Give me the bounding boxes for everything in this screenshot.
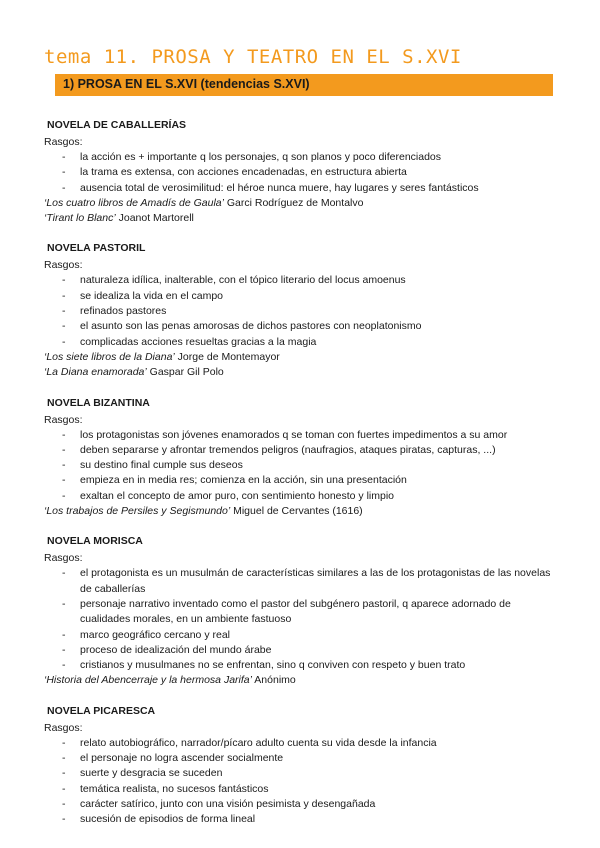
work-author: Jorge de Montemayor	[174, 350, 280, 363]
work-author: Gaspar Gil Polo	[146, 366, 224, 379]
work-reference	[44, 504, 556, 519]
novel-section	[44, 118, 556, 226]
trait-item: - relato autobiográfico, narrador/pícaro adulto cuenta su vida desde la infancia	[44, 736, 556, 751]
section-heading: NOVELA BIZANTINA	[47, 396, 150, 409]
work-title: ‘Los cuatro libros de Amadís de Gaula’	[44, 196, 224, 209]
work-author: Joanot Martorell	[115, 212, 194, 225]
work-reference	[44, 350, 556, 365]
trait-item: - la acción es + importante q los personajes, q son planos y poco diferenciados	[44, 150, 556, 165]
trait-item: - carácter satírico, junto con una visión pesimista y desengañada	[44, 797, 556, 812]
section-heading: NOVELA PICARESCA	[47, 704, 156, 717]
traits-label: Rasgos:	[44, 259, 83, 272]
work-title: ‘Los trabajos de Persiles y Segismundo’	[44, 505, 231, 518]
work-title: ‘Los siete libros de la Diana’	[44, 350, 175, 363]
work-title: ‘Historia del Abencerraje y la hermosa Jarifa’	[44, 674, 252, 687]
trait-item: - proceso de idealización del mundo árabe	[44, 643, 556, 658]
trait-item: - la trama es extensa, con acciones encadenadas, en estructura abierta	[44, 165, 556, 180]
trait-item: - suerte y desgracia se suceden	[44, 766, 556, 781]
section-heading: NOVELA DE CABALLERÍAS	[47, 119, 187, 131]
traits-label: Rasgos:	[44, 552, 83, 565]
trait-item: - exaltan el concepto de amor puro, con sentimiento honesto y limpio	[44, 489, 556, 504]
trait-item: - sucesión de episodios de forma lineal	[44, 812, 556, 827]
novel-section	[44, 396, 556, 520]
document-body	[44, 118, 556, 843]
novel-section	[44, 241, 556, 380]
novel-section	[44, 534, 556, 688]
traits-list	[44, 566, 556, 673]
trait-item: - su destino final cumple sus deseos	[44, 458, 556, 473]
traits-list	[44, 150, 556, 196]
trait-item: - cristianos y musulmanes no se enfrentan, sino q conviven con respeto y buen trato	[44, 658, 556, 673]
traits-list	[44, 428, 556, 504]
work-reference	[44, 673, 556, 688]
trait-item: - temática realista, no sucesos fantásticos	[44, 782, 556, 797]
trait-item: - el asunto son las penas amorosas de dichos pastores con neoplatonismo	[44, 319, 556, 334]
work-author: Miguel de Cervantes (1616)	[230, 505, 363, 518]
trait-item: - deben separarse y afrontar tremendos peligros (naufragios, ataques piratas, capturas, ...)	[44, 443, 556, 458]
section-heading: NOVELA PASTORIL	[47, 242, 146, 255]
traits-label: Rasgos:	[44, 136, 83, 148]
trait-item: - marco geográfico cercano y real	[44, 628, 556, 643]
work-reference	[44, 365, 556, 380]
trait-item: - el protagonista es un musulmán de características similares a las de los protagonistas de las novelas de caballerías	[44, 566, 556, 597]
trait-item: - el personaje no logra ascender socialmente	[44, 751, 556, 766]
trait-item: - ausencia total de verosimilitud: el héroe nunca muere, hay lugares y seres fantásticos	[44, 181, 556, 196]
novel-section	[44, 704, 556, 828]
trait-item: - complicadas acciones resueltas gracias a la magia	[44, 335, 556, 350]
traits-list	[44, 736, 556, 828]
page-title: tema 11. PROSA Y TEATRO EN EL S.XVI	[44, 46, 462, 68]
traits-label: Rasgos:	[44, 721, 83, 734]
section-band	[55, 74, 553, 96]
trait-item: - se idealiza la vida en el campo	[44, 289, 556, 304]
trait-item: - personaje narrativo inventado como el pastor del subgénero pastoril, q aparece adornado de cualidades morales, en un ambiente fastuoso	[44, 597, 556, 628]
work-author: Garci Rodríguez de Montalvo	[223, 196, 364, 209]
work-author: Anónimo	[251, 674, 296, 687]
trait-item: - los protagonistas son jóvenes enamorados q se toman con fuertes impedimentos a su amor	[44, 428, 556, 443]
section-band-label: 1) PROSA EN EL S.XVI (tendencias S.XVI)	[63, 77, 310, 91]
work-reference	[44, 196, 556, 211]
work-title: ‘Tirant lo Blanc’	[44, 212, 116, 225]
trait-item: - empieza en in media res; comienza en la acción, sin una presentación	[44, 473, 556, 488]
work-reference	[44, 211, 556, 226]
traits-label: Rasgos:	[44, 413, 83, 426]
trait-item: - naturaleza idílica, inalterable, con el tópico literario del locus amoenus	[44, 273, 556, 288]
trait-item: - refinados pastores	[44, 304, 556, 319]
traits-list	[44, 273, 556, 349]
section-heading: NOVELA MORISCA	[47, 535, 143, 548]
work-title: ‘La Diana enamorada’	[44, 366, 147, 379]
